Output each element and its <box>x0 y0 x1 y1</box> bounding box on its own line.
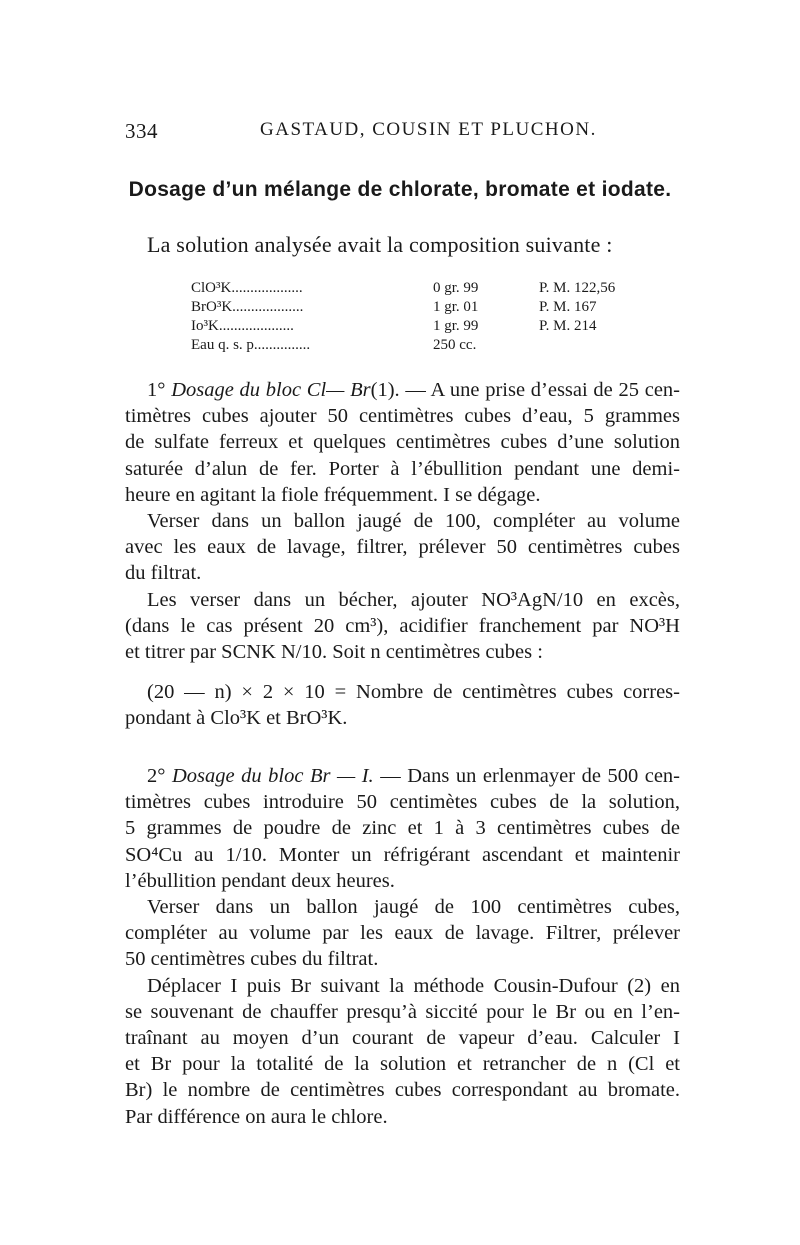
composition-name: ClO³K................... <box>191 280 303 296</box>
section-1-title: Dosage du bloc Cl— Br <box>171 379 371 401</box>
section-2-line: 5 grammes de poudre de zinc et 1 à 3 centimètres cubes de <box>125 817 680 840</box>
composition-table <box>191 280 671 356</box>
section-1-first-line <box>125 377 680 403</box>
composition-quantity: 0 gr. 99 <box>433 280 479 296</box>
section-2-line-0: — Dans un erlenmayer de 500 cen- <box>373 765 681 787</box>
section-1-line-0: — A une prise d’essai de 25 cen- <box>399 379 681 401</box>
formula-line: pondant à Clo³K et BrO³K. <box>125 707 348 730</box>
section-1-para3-line: Les verser dans un bécher, ajouter NO³AgN/10 en excès, <box>147 588 680 611</box>
composition-molar-mass: P. M. 122,56 <box>539 280 616 296</box>
composition-molar-mass: P. M. 167 <box>539 299 597 315</box>
section-1-para2-line: du filtrat. <box>125 562 202 585</box>
composition-row <box>191 337 671 356</box>
section-1-para3-line: et titrer par SCNK N/10. Soit n centimètres cubes : <box>125 641 543 664</box>
section-2-line: SO⁴Cu au 1/10. Monter un réfrigérant ascendant et maintenir <box>125 843 680 866</box>
running-head: GASTAUD, COUSIN ET PLUCHON. <box>260 119 597 140</box>
page-number: 334 <box>125 119 158 143</box>
section-2-para2-line: compléter au volume par les eaux de lavage. Filtrer, prélever <box>125 922 680 945</box>
section-1-line: saturée d’alun de fer. Porter à l’ébullition pendant une demi- <box>125 457 680 480</box>
section-2-para2-line: Verser dans un ballon jaugé de 100 centimètres cubes, <box>147 896 680 919</box>
composition-molar-mass: P. M. 214 <box>539 318 597 334</box>
section-2-para3-line: Par différence on aura le chlore. <box>125 1105 388 1128</box>
section-2-para3-line: traînant au moyen d’un courant de vapeur d’eau. Calculer I <box>125 1027 680 1050</box>
section-1-para3-line: (dans le cas présent 20 cm³), acidifier franchement par NO³H <box>125 614 680 637</box>
section-2-first-line <box>125 763 680 789</box>
composition-row <box>191 299 671 318</box>
section-2-para3-line: Br) le nombre de centimètres cubes correspondant au bromate. <box>125 1079 680 1102</box>
section-2-number: 2° <box>147 765 166 787</box>
section-1-title-note: (1). <box>370 379 400 401</box>
section-1-line: timètres cubes ajouter 50 centimètres cubes d’eau, 5 grammes <box>125 405 680 428</box>
composition-quantity: 250 cc. <box>433 337 477 353</box>
section-heading: Dosage d’un mélange de chlorate, bromate et iodate. <box>128 178 672 201</box>
section-2-para3-line: Déplacer I puis Br suivant la méthode Cousin-Dufour (2) en <box>147 974 680 997</box>
intro-sentence: La solution analysée avait la composition suivante : <box>147 232 613 257</box>
section-2-line: timètres cubes introduire 50 centimètes cubes de la solution, <box>125 791 680 814</box>
composition-quantity: 1 gr. 01 <box>433 299 479 315</box>
section-2-para2-line: 50 centimètres cubes du filtrat. <box>125 948 379 971</box>
section-2-line: l’ébullition pendant deux heures. <box>125 869 395 892</box>
section-1-para2-line: Verser dans un ballon jaugé de 100, compléter au volume <box>147 510 680 533</box>
composition-name: Io³K.................... <box>191 318 294 334</box>
page-header <box>125 119 680 149</box>
section-1-para2-line: avec les eaux de lavage, filtrer, prélever 50 centimètres cubes <box>125 536 680 559</box>
composition-name: Eau q. s. p............... <box>191 337 311 353</box>
section-1-line: de sulfate ferreux et quelques centimètres cubes d’une solution <box>125 431 680 454</box>
section-2-para3-line: et Br pour la totalité de la solution et retrancher de n (Cl et <box>125 1053 680 1076</box>
section-1 <box>125 377 680 732</box>
composition-name: BrO³K................... <box>191 299 304 315</box>
composition-quantity: 1 gr. 99 <box>433 318 479 334</box>
section-1-number: 1° <box>147 379 166 401</box>
section-2-title: Dosage du bloc Br — I. <box>171 765 374 787</box>
section-2-para3-line: se souvenant de chauffer presqu’à siccité pour le Br ou en l’en- <box>125 1000 680 1023</box>
section-1-line: heure en agitant la fiole fréquemment. I se dégage. <box>125 483 541 506</box>
composition-row <box>191 318 671 337</box>
formula-line: (20 — n) × 2 × 10 = Nombre de centimètres cubes corres- <box>147 681 680 704</box>
section-2 <box>125 763 680 1130</box>
composition-row <box>191 280 671 299</box>
